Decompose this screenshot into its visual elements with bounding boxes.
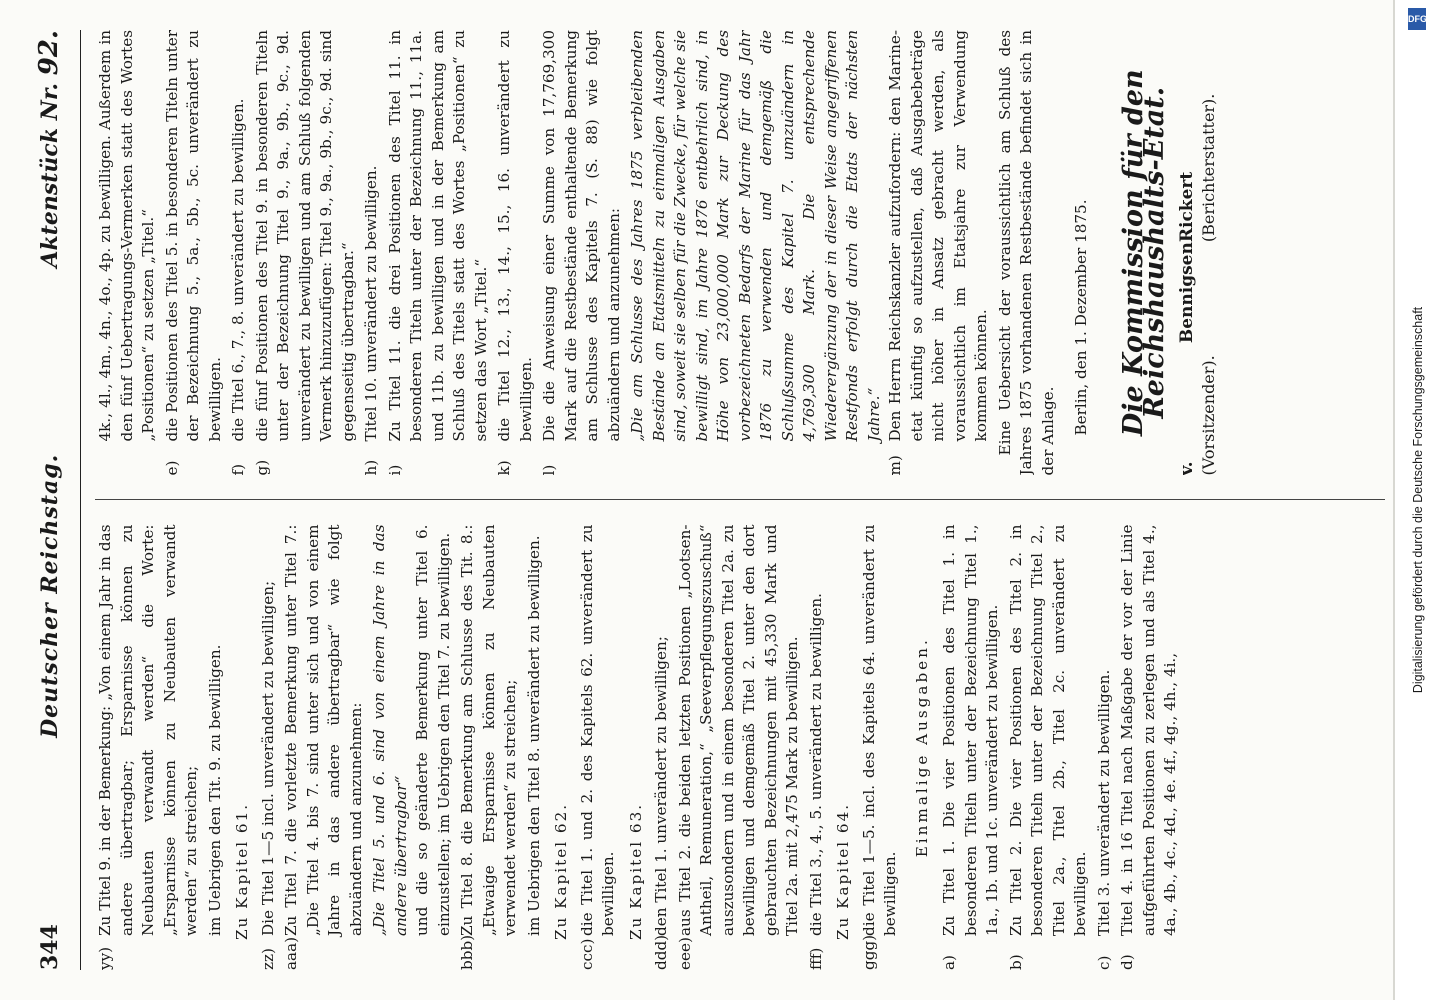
document-label	[34, 30, 64, 268]
item-text: die Positionen des Titel 5. in besonderen Titeln unter der Bezeichnung 5., 5a., 5b., 5c. unverändert zu bewilligen.	[162, 30, 224, 442]
document-number: 92.	[34, 30, 64, 76]
enumerated-paragraph	[524, 525, 546, 971]
plain-paragraph: Eine Uebersicht der voraussichtlich am Schluß des Jahres 1875 vorhandenen Restbestände befindet sich in der Anlage.	[995, 30, 1057, 476]
item-text: Zu Titel 11. die drei Positionen des Titel 11. in besonderen Titeln unter der Bezeichnung 11., 11a. und 11b. zu bewilligen und in der Bemerkung am Schluß des Titels statt des Wortes „Positionen“ zu setzen das Wort „Titel.“	[385, 30, 490, 442]
item-text: im Uebrigen den Titel 8. unverändert zu bewilligen.	[524, 535, 543, 936]
date-line: Berlin, den 1. Dezember 1875.	[1072, 199, 1090, 436]
item-text: Titel 4. in 16 Titel nach Maßgabe der vor der Linie aufgeführten Positionen zu zerlegen und als Titel 4., 4a., 4b., 4c., 4d., 4e. 4f., 4g., 4h., 4i.,	[1118, 524, 1179, 936]
item-marker: aaa)	[282, 936, 300, 970]
item-marker: ccc)	[577, 938, 596, 970]
enumerated-paragraph	[162, 30, 227, 476]
item-text: im Uebrigen den Tit. 9. zu bewilligen.	[205, 644, 224, 936]
section-heading: Zu Kapitel 64.	[834, 802, 852, 940]
chair-name: v. Bennigsen	[1176, 242, 1197, 476]
item-marker: d)	[1118, 954, 1136, 970]
enumerated-paragraph	[1117, 525, 1182, 971]
item-text: die Titel 3., 4., 5. unverändert zu bewilligen.	[806, 593, 825, 936]
item-marker: h)	[362, 459, 380, 476]
enumerated-paragraph	[457, 525, 522, 971]
enumerated-paragraph	[228, 30, 250, 476]
section-heading: Zu Kapitel 63.	[626, 802, 645, 940]
item-marker: ggg)	[859, 934, 878, 970]
commission-title: Die Kommission für den Reichshaushalts-Etat.	[1117, 69, 1170, 437]
item-text: 4k., 4l., 4m., 4n., 4o., 4p. zu bewilligen. Außerdem in den fünf Uebertragungs-Vermerken statt des Wortes „Positionen“ zu setzen „Titel.“	[96, 30, 157, 442]
enumerated-paragraph	[885, 30, 993, 476]
item-text: und die so geänderte Bemerkung unter Titel 6. einzustellen; im Uebrigen den Titel 7. zu bewilligen.	[413, 524, 453, 936]
reporter-signature	[1176, 30, 1220, 242]
item-marker: i)	[385, 464, 404, 476]
enumerated-paragraph	[281, 525, 367, 971]
item-marker: c)	[1094, 955, 1113, 970]
item-marker: eee)	[675, 937, 694, 970]
item-text: den Titel 1. unverändert zu bewilligen;	[652, 636, 670, 936]
enumerated-paragraph	[806, 525, 828, 971]
item-text: die Titel 6., 7., 8. unverändert zu bewilligen.	[229, 98, 247, 442]
column-divider	[95, 500, 1385, 501]
item-marker: fff)	[806, 947, 825, 970]
item-marker: k)	[495, 460, 513, 476]
enumerated-paragraph	[95, 30, 160, 476]
chair-signature	[1176, 242, 1220, 475]
enumerated-paragraph	[651, 525, 673, 971]
quoted-text: „Die Titel 5. und 6. sind von einem Jahre in das andere übertragbar“	[370, 524, 410, 936]
item-text: Titel 10. unverändert zu bewilligen.	[362, 165, 380, 442]
section-title: Einmalige Ausgaben.	[912, 637, 931, 858]
enumerated-paragraph	[1094, 525, 1116, 971]
item-marker: bbb)	[458, 934, 476, 970]
enumerated-paragraph	[361, 30, 383, 476]
digitization-sidenote	[1395, 0, 1432, 1000]
item-text: Den Herrn Reichskanzler aufzufordern: den Marine-etat künftig so aufzustellen, daß Ausgabebeträge nicht höher in Ansatz gebracht werden, als voraussichtlich im Etatsjahre zur Verwendung kommen können.	[886, 30, 990, 442]
funding-note: Digitalisierung gefördert durch die Deutsche Forschungsgemeinschaft	[1411, 306, 1425, 694]
publication-title: Deutscher Reichstag.	[37, 453, 63, 738]
enumerated-paragraph	[205, 525, 227, 971]
enumerated-paragraph	[577, 525, 620, 971]
item-marker: ddd)	[652, 934, 670, 970]
item-text: die Titel 1. und 2. des Kapitels 62. unverändert zu bewilligen.	[577, 524, 617, 936]
page-header	[34, 30, 81, 970]
item-text: Titel 3. unverändert zu bewilligen.	[1094, 669, 1113, 936]
item-marker: l)	[540, 464, 558, 476]
item-text: Die Titel 1—5 incl. unverändert zu bewilligen;	[258, 580, 277, 936]
item-marker: f)	[229, 463, 247, 476]
enumerated-paragraph	[95, 525, 203, 971]
enumerated-paragraph	[539, 30, 625, 476]
document-label-text: Aktenstück Nr.	[37, 82, 63, 268]
item-marker: m)	[886, 455, 904, 476]
item-text: die Titel 1—5. incl. des Kapitels 64. unverändert zu bewilligen.	[859, 524, 899, 936]
section-heading: Zu Kapitel 61.	[233, 802, 251, 940]
item-text: die fünf Positionen des Titel 9. in besonderen Titeln unter der Bezeichnung Titel 9., 9a., 9b., 9c., 9d. unverändert zu bewilligen und am Schluß folgenden Vermerk hinzuzufügen: Titel 9., 9a., 9b., 9c., 9d. sind gegenseitig übertragbar.“	[252, 30, 357, 442]
item-marker: b)	[1006, 954, 1025, 970]
dfg-logo: DFG	[1408, 8, 1426, 30]
right-column	[95, 30, 1385, 476]
left-column	[95, 525, 1385, 971]
item-text: Zu Titel 7. die vorletzte Bemerkung unter Titel 7.: „Die Titel 4. bis 7. sind unter sich und von einem Jahre in das andere übertragbar“ wie folgt abzuändern und anzunehmen:	[282, 524, 365, 936]
item-text: Zu Titel 9. in der Bemerkung: „Von einem Jahr in das andere übertragbar; Ersparnisse können zu Neubauten verwandt werden“ die Worte: „Ersparnisse können zu Neubauten verwandt werden“ zu streichen;	[96, 524, 200, 936]
enumerated-paragraph	[252, 30, 360, 476]
section-heading: Zu Kapitel 62.	[552, 802, 570, 940]
item-text: die Titel 12., 13., 14., 15., 16. unverändert zu bewilligen.	[495, 30, 535, 442]
enumerated-paragraph	[412, 525, 455, 971]
text-columns	[95, 30, 1385, 970]
enumerated-paragraph	[1006, 525, 1092, 971]
enumerated-paragraph	[939, 525, 1004, 971]
chair-role: (Vorsitzender).	[1199, 355, 1218, 476]
item-marker: yy)	[96, 946, 114, 970]
item-marker: g)	[252, 459, 271, 476]
enumerated-paragraph	[859, 525, 902, 971]
quoted-text: „Die am Schlusse des Jahres 1875 verbleibenden Bestände an Etatsmitteln zu einmaligen Ausgaben sind, soweit sie selben für die Zwecke, für welche sie bewilligt sind, im Jahre 1876 entbehrlich sind, in Höhe von 23,000,000 Mark zur Deckung des vorbezeichneten Bedarfs der Marine für das Jahr 1876 zu verwenden und demgemäß die Schlußsumme des Kapitel 7. umzuändern in 4,769,300 Mark. Die entsprechende Wiederergänzung der in dieser Weise angegriffenen Restfonds erfolgt durch die Etats der nächsten Jahre.“	[628, 30, 883, 442]
enumerated-paragraph	[494, 30, 537, 476]
item-marker: zz)	[258, 948, 277, 970]
item-text: aus Titel 2. die beiden letzten Positionen „Lootsen-Antheil, Remuneration,“ „Seeverpflegungszuschuß“ auszusondern und in einem besonderen Titel 2a. zu bewilligen und demgemäß Titel 2. unter den dort gebrauchten Bezeichnungen mit 45,330 Mark und Titel 2a. mit 2,475 Mark zu bewilligen.	[675, 524, 801, 936]
enumerated-paragraph	[258, 525, 280, 971]
enumerated-paragraph	[385, 30, 493, 476]
item-text: Die die Anweisung einer Summe von 17,769,300 Mark auf die Restbestände enthaltende Bemerkung am Schlusse des Kapitels 7. (S. 88) wie folgt abzuändern und anzunehmen:	[540, 30, 623, 442]
signature-line	[1176, 30, 1220, 476]
item-text: Zu Titel 8. die Bemerkung am Schlusse des Tit. 8.: „Etwaige Ersparnisse können zu Neubauten verwendet werden“ zu streichen;	[458, 524, 519, 936]
enumerated-paragraph	[675, 525, 804, 971]
reporter-name: Rickert	[1176, 171, 1197, 243]
item-marker: e)	[162, 460, 181, 476]
page-number: 344	[37, 924, 63, 970]
right-column-paragraphs	[95, 30, 1059, 476]
item-text: Zu Titel 1. Die vier Positionen des Titel 1. in besonderen Titeln unter der Bezeichnung Titel 1., 1a., 1b. und 1c. unverändert zu bewilligen.	[940, 524, 1001, 936]
item-text: Zu Titel 2. Die vier Positionen des Titel 2. in besonderen Titeln unter der Bezeichnung Titel 2., Titel 2a., Titel 2b., Titel 2c. unverändert zu bewilligen.	[1006, 524, 1089, 936]
reporter-role: (Berichterstatter).	[1199, 93, 1218, 243]
item-marker: a)	[940, 955, 958, 970]
